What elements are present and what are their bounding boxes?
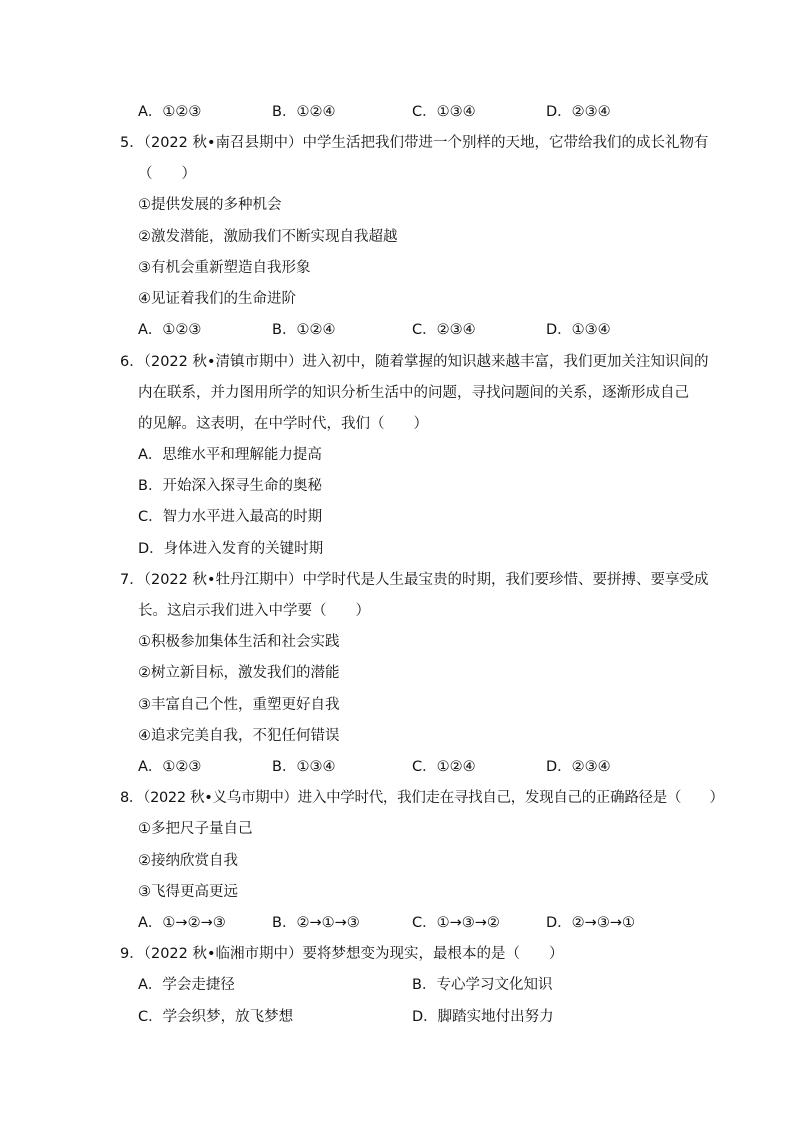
q7-item-4: ④追求完美自我，不犯任何错误 — [138, 728, 340, 744]
q8-option-b: B．②→①→③ — [272, 915, 360, 931]
q5-option-d: D．①③④ — [546, 322, 611, 338]
q5-item-1: ①提供发展的多种机会 — [138, 197, 282, 213]
q7-option-c: C．①②④ — [412, 759, 476, 775]
q8-option-a: A．①→②→③ — [138, 915, 226, 931]
q6-stem: 6．（2022 秋•清镇市期中）进入初中，随着掌握的知识越来越丰富，我们更加关注知识间的 — [120, 354, 709, 370]
q8-item-2: ②接纳欣赏自我 — [138, 853, 238, 869]
q4-option-b: B．①②④ — [272, 104, 336, 120]
q7-stem: 7．（2022 秋•牡丹江期中）中学时代是人生最宝贵的时期，我们要珍惜、要拼搏、要享受成 — [120, 572, 709, 588]
q9-option-a: A．学会走捷径 — [138, 977, 235, 993]
q9-option-b: B．专心学习文化知识 — [412, 977, 553, 993]
q9-option-c: C．学会织梦，放飞梦想 — [138, 1009, 294, 1025]
q7-item-1: ①积极参加集体生活和社会实践 — [138, 634, 340, 650]
q5-option-b: B．①②④ — [272, 322, 336, 338]
q6-stem-cont-2: 的见解。这表明，在中学时代，我们（ ） — [138, 416, 428, 432]
q7-option-a: A．①②③ — [138, 759, 202, 775]
q8-stem: 8．（2022 秋•义乌市期中）进入中学时代，我们走在寻找自己，发现自己的正确路径是（ ） — [120, 790, 724, 806]
q7-item-2: ②树立新目标，激发我们的潜能 — [138, 665, 340, 681]
q4-option-d: D．②③④ — [546, 104, 611, 120]
q4-option-a: A．①②③ — [138, 104, 202, 120]
q5-option-c: C．②③④ — [412, 322, 476, 338]
q5-stem-cont: （ ） — [138, 166, 196, 182]
q6-option-b: B．开始深入探寻生命的奥秘 — [138, 478, 322, 494]
q8-option-c: C．①→③→② — [412, 915, 500, 931]
q6-option-d: D．身体进入发育的关键时期 — [138, 541, 324, 557]
q5-item-4: ④见证着我们的生命进阶 — [138, 291, 296, 307]
q5-item-3: ③有机会重新塑造自我形象 — [138, 260, 311, 276]
q7-stem-cont: 长。这启示我们进入中学要（ ） — [138, 603, 370, 619]
q4-option-c: C．①③④ — [412, 104, 476, 120]
q5-stem: 5．（2022 秋•南召县期中）中学生活把我们带进一个别样的天地，它带给我们的成长礼物有 — [120, 135, 709, 151]
q5-item-2: ②激发潜能，激励我们不断实现自我超越 — [138, 229, 398, 245]
q8-item-3: ③飞得更高更远 — [138, 884, 238, 900]
q7-option-d: D．②③④ — [546, 759, 611, 775]
q9-stem: 9．（2022 秋•临湘市期中）要将梦想变为现实，最根本的是（ ） — [120, 946, 564, 962]
q6-stem-cont-1: 内在联系，并力图用所学的知识分析生活中的问题，寻找问题间的关系，逐渐形成自己 — [138, 385, 689, 401]
q6-option-c: C．智力水平进入最高的时期 — [138, 509, 323, 525]
q8-option-d: D．②→③→① — [546, 915, 635, 931]
q7-item-3: ③丰富自己个性，重塑更好自我 — [138, 697, 340, 713]
q9-option-d: D．脚踏实地付出努力 — [412, 1009, 554, 1025]
q7-option-b: B．①③④ — [272, 759, 336, 775]
q8-item-1: ①多把尺子量自己 — [138, 821, 253, 837]
q6-option-a: A．思维水平和理解能力提高 — [138, 447, 322, 463]
q5-option-a: A．①②③ — [138, 322, 202, 338]
